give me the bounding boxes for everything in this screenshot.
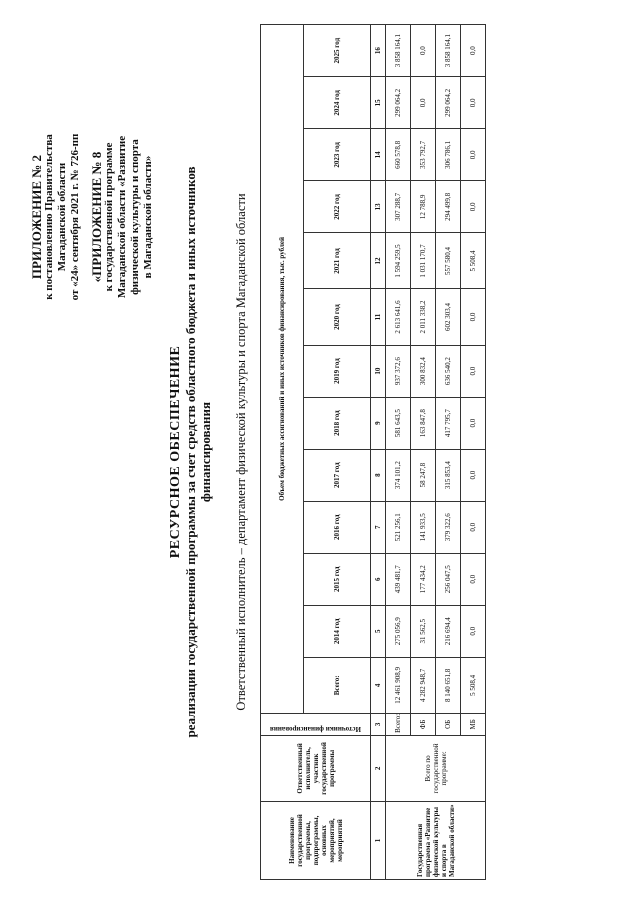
total-cell: 8 140 651,8 [436,657,461,713]
column-number: 1 [371,801,386,879]
value-cell: 315 853,4 [436,449,461,501]
value-cell: 557 580,4 [436,233,461,289]
value-cell: 660 578,8 [386,129,411,181]
col-header-volume: Объем бюджетных ассигнований и иных источников финансирования, тыс. рублей [261,25,304,714]
col-header-year: 2023 год [304,129,371,181]
column-number: 3 [371,713,386,735]
value-cell: 937 372,6 [386,345,411,397]
program-executor-cell: Всего по государственной программе: [386,735,486,801]
total-cell: 12 461 908,9 [386,657,411,713]
col-header-executor: Ответственный исполнитель, участник государственной программы [261,735,371,801]
value-cell: 5 508,4 [461,233,486,289]
responsible-executor: Ответственный исполнитель – департамент физической культуры и спорта Магаданской области [234,193,248,711]
value-cell: 0,0 [411,25,436,77]
column-number: 4 [371,657,386,713]
col-header-year: 2014 год [304,605,371,657]
table-row [386,25,411,880]
document-title: РЕСУРСНОЕ ОБЕСПЕЧЕНИЕ [168,345,183,559]
value-cell: 307 288,7 [386,181,411,233]
col-header-year: 2019 год [304,345,371,397]
value-cell: 417 795,7 [436,397,461,449]
source-cell: МБ [461,713,486,735]
value-cell: 141 933,5 [411,501,436,553]
value-cell: 602 303,4 [436,289,461,345]
appendix-header [30,52,155,382]
column-number: 14 [371,129,386,181]
column-number: 12 [371,233,386,289]
col-header-total: Всего: [304,657,371,713]
value-cell: 1 594 259,5 [386,233,411,289]
appendix-line: от «24» сентября 2021 г. № 726-пп [69,133,81,301]
value-cell: 0,0 [461,129,486,181]
value-cell: 275 056,9 [386,605,411,657]
source-cell: Всего: [386,713,411,735]
col-header-name: Наименование государственной программы, подпрограммы, основных мероприятий, мероприятий [261,801,371,879]
value-cell: 216 694,4 [436,605,461,657]
total-cell: 4 282 948,7 [411,657,436,713]
col-header-year: 2022 год [304,181,371,233]
column-number: 7 [371,501,386,553]
column-number: 10 [371,345,386,397]
col-header-source-text: Источники финансирования [270,724,361,733]
appendix-line: к государственной программе [103,142,115,292]
value-cell: 0,0 [461,289,486,345]
column-number: 9 [371,397,386,449]
document-title-block [168,12,213,892]
column-number: 11 [371,289,386,345]
total-cell: 5 508,4 [461,657,486,713]
column-number: 5 [371,605,386,657]
value-cell: 581 643,5 [386,397,411,449]
value-cell: 3 858 164,1 [436,25,461,77]
appendix-title-2: «ПРИЛОЖЕНИЕ № 8 [89,151,104,283]
value-cell: 0,0 [461,397,486,449]
value-cell: 256 047,5 [436,553,461,605]
value-cell: 294 499,8 [436,181,461,233]
value-cell: 2 011 338,2 [411,289,436,345]
value-cell: 0,0 [461,605,486,657]
appendix-line: физической культуры и спорта [129,139,141,295]
document-subtitle: финансирования [198,401,213,503]
col-header-year: 2018 год [304,397,371,449]
col-header-year: 2024 год [304,77,371,129]
value-cell: 0,0 [461,449,486,501]
value-cell: 0,0 [461,553,486,605]
column-number: 2 [371,735,386,801]
value-cell: 0,0 [461,345,486,397]
col-header-year: 2017 год [304,449,371,501]
column-number: 13 [371,181,386,233]
value-cell: 0,0 [461,181,486,233]
value-cell: 12 788,9 [411,181,436,233]
appendix-line: в Магаданской области» [142,155,154,279]
appendix-line: Магаданской области «Развитие [116,135,128,299]
value-cell: 299 064,2 [436,77,461,129]
value-cell: 353 792,7 [411,129,436,181]
column-number-row [371,25,386,880]
value-cell: 636 540,2 [436,345,461,397]
value-cell: 0,0 [461,501,486,553]
header-row [261,25,304,880]
value-cell: 439 481,7 [386,553,411,605]
value-cell: 163 847,8 [411,397,436,449]
value-cell: 0,0 [461,25,486,77]
column-number: 8 [371,449,386,501]
col-header-year: 2016 год [304,501,371,553]
col-header-year: 2015 год [304,553,371,605]
rotated-page [20,12,620,892]
value-cell: 379 322,6 [436,501,461,553]
appendix-line: к постановлению Правительства [43,134,55,300]
appendix-title: ПРИЛОЖЕНИЕ № 2 [29,154,44,280]
value-cell: 58 247,8 [411,449,436,501]
column-number: 6 [371,553,386,605]
value-cell: 306 786,1 [436,129,461,181]
col-header-year: 2020 год [304,289,371,345]
value-cell: 31 562,5 [411,605,436,657]
resource-table [260,24,486,880]
value-cell: 521 256,1 [386,501,411,553]
value-cell: 177 434,2 [411,553,436,605]
source-cell: ФБ [411,713,436,735]
column-number: 16 [371,25,386,77]
col-header-year: 2021 год [304,233,371,289]
value-cell: 3 858 164,1 [386,25,411,77]
value-cell: 0,0 [411,77,436,129]
value-cell: 300 832,4 [411,345,436,397]
value-cell: 374 101,2 [386,449,411,501]
value-cell: 0,0 [461,77,486,129]
source-cell: ОБ [436,713,461,735]
column-number: 15 [371,77,386,129]
value-cell: 1 031 170,7 [411,233,436,289]
value-cell: 299 064,2 [386,77,411,129]
value-cell: 2 613 641,6 [386,289,411,345]
document-subtitle: реализации государственной программы за счет средств областного бюджета и иных источников [183,166,198,738]
program-name-cell: Государственная программа «Развитие физической культуры и спорта в Магаданской области» [386,801,486,879]
col-header-source [261,713,371,735]
appendix-line: Магаданской области [56,162,68,272]
col-header-year: 2025 год [304,25,371,77]
